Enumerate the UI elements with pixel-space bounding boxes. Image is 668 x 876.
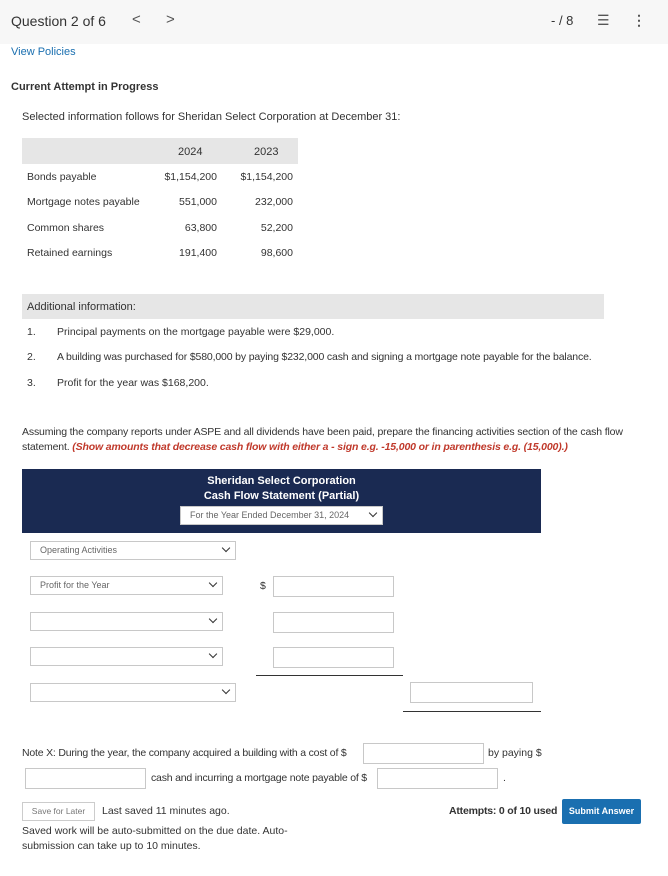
cell-2023: $1,154,200 <box>240 171 293 183</box>
instructions-line-2 <box>22 441 652 453</box>
cell-2024: 63,800 <box>184 222 217 234</box>
list-item: A building was purchased for $580,000 by paying $232,000 cash and signing a mortgage note payable for the balance. <box>57 351 592 363</box>
line-item-select-3[interactable] <box>30 647 223 666</box>
auto-submit-note-line-2: submission can take up to 10 minutes. <box>22 840 201 852</box>
attempts-counter: Attempts: 0 of 10 used <box>449 805 558 817</box>
cell-2023: 232,000 <box>255 196 293 208</box>
row-label: Retained earnings <box>27 247 113 259</box>
list-item: Principal payments on the mortgage payable were $29,000. <box>57 326 335 338</box>
statement-title: Cash Flow Statement (Partial) <box>203 490 360 502</box>
dollar-sign: $ <box>260 580 266 592</box>
list-item-number: 1. <box>27 326 36 338</box>
section-select-value: Operating Activities <box>40 545 118 555</box>
cell-2024: 551,000 <box>179 196 217 208</box>
column-header-2024: 2024 <box>178 146 203 158</box>
row-label: Mortgage notes payable <box>27 196 140 208</box>
submit-answer-button[interactable]: Submit Answer <box>562 799 641 824</box>
amount-input-3[interactable] <box>273 647 394 668</box>
chevron-down-icon <box>209 650 217 658</box>
cell-2023: 98,600 <box>260 247 293 259</box>
chevron-down-icon <box>222 544 230 552</box>
more-options-icon[interactable]: ⋮ <box>632 12 646 28</box>
cell-2024: $1,154,200 <box>164 171 217 183</box>
instructions-warning: (Show amounts that decrease cash flow with either a - sign e.g. -15,000 or in parenthesis e.g. (15,000).) <box>72 441 568 453</box>
chevron-down-icon <box>369 509 377 517</box>
list-item: Profit for the year was $168,200. <box>57 377 209 389</box>
instructions-text: statement. <box>22 441 73 453</box>
cell-2023: 52,200 <box>260 222 293 234</box>
amount-input-1[interactable] <box>273 576 394 597</box>
note-text-3: cash and incurring a mortgage note payable of $ <box>151 772 367 784</box>
row-label: Common shares <box>27 222 105 234</box>
attempt-status: Current Attempt in Progress <box>11 81 159 93</box>
section-select[interactable] <box>30 541 236 560</box>
period-select[interactable] <box>180 506 383 525</box>
column-header-2023: 2023 <box>254 146 279 158</box>
last-saved-text: Last saved 11 minutes ago. <box>102 805 230 817</box>
note-text-4: . <box>503 772 506 784</box>
additional-info-title: Additional information: <box>27 301 136 313</box>
next-question-button[interactable]: > <box>166 11 175 28</box>
auto-submit-note-line-1: Saved work will be auto-submitted on the due date. Auto- <box>22 825 288 837</box>
mortgage-note-input[interactable] <box>377 768 498 789</box>
subtotal-underline <box>256 675 403 676</box>
intro-text: Selected information follows for Sheridan Select Corporation at December 31: <box>22 111 401 123</box>
save-for-later-button[interactable]: Save for Later <box>22 802 95 821</box>
score-display: - / 8 <box>551 13 574 28</box>
list-item-number: 3. <box>27 377 36 389</box>
note-text-2: by paying $ <box>488 747 542 759</box>
cell-2024: 191,400 <box>179 247 217 259</box>
total-amount-input[interactable] <box>410 682 533 703</box>
question-counter: Question 2 of 6 <box>11 13 106 29</box>
view-policies-link[interactable]: View Policies <box>11 46 76 58</box>
line-item-select-2[interactable] <box>30 612 223 631</box>
company-name: Sheridan Select Corporation <box>207 475 356 487</box>
instructions-line-1: Assuming the company reports under ASPE and all dividends have been paid, prepare the financing activities section of the cash flow <box>22 426 623 438</box>
period-select-value: For the Year Ended December 31, 2024 <box>190 510 350 520</box>
total-underline <box>403 711 541 712</box>
line-item-select-value: Profit for the Year <box>40 580 110 590</box>
chevron-down-icon <box>209 579 217 587</box>
amount-input-2[interactable] <box>273 612 394 633</box>
cash-paid-input[interactable] <box>25 768 146 789</box>
prev-question-button[interactable]: < <box>132 11 141 28</box>
building-cost-input[interactable] <box>363 743 484 764</box>
total-line-select[interactable] <box>30 683 236 702</box>
question-list-icon[interactable]: ☰ <box>597 12 610 28</box>
line-item-select-1[interactable] <box>30 576 223 595</box>
chevron-down-icon <box>222 686 230 694</box>
list-item-number: 2. <box>27 351 36 363</box>
chevron-down-icon <box>209 615 217 623</box>
note-text-1: Note X: During the year, the company acquired a building with a cost of $ <box>22 747 347 759</box>
row-label: Bonds payable <box>27 171 97 183</box>
